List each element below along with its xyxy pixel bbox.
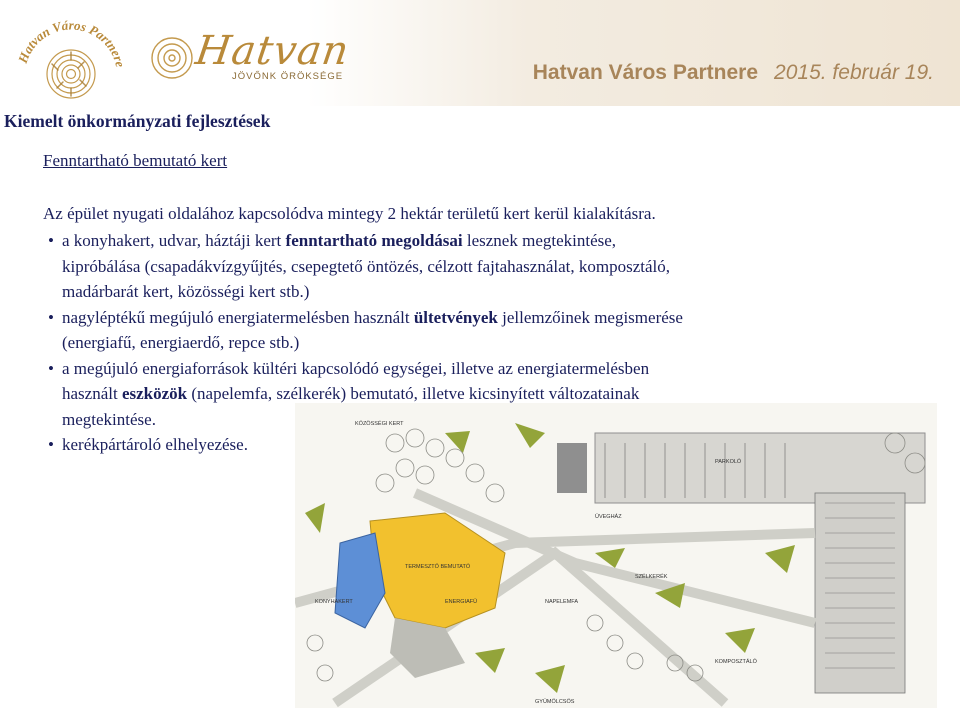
plan-label: KÖZÖSSÉGI KERT: [355, 421, 404, 427]
plan-label: ÜVEGHÁZ: [595, 514, 622, 520]
plan-label: SZÉLKERÉK: [635, 574, 668, 580]
intro-paragraph: Az épület nyugati oldalához kapcsolódva mintegy 2 hektár területű kert kerül kialakításra.: [43, 204, 656, 223]
plan-label: PARKOLÓ: [715, 459, 742, 465]
plan-label: TERMESZTŐ BEMUTATÓ: [405, 564, 471, 570]
plan-label: NAPELEMFA: [545, 599, 579, 605]
list-item: • kerékpártároló elhelyezése.: [48, 435, 248, 454]
site-plan-image: [295, 403, 937, 708]
plan-label: KOMPOSZTÁLÓ: [715, 659, 757, 665]
list-item: • nagyléptékű megújuló energiatermelésben használt ültetvények jellemzőinek megismerése (energiafű, energiaerdő, repce stb.): [48, 307, 683, 352]
sub-heading: Fenntartható bemutató kert: [43, 151, 228, 170]
section-heading: Kiemelt önkormányzati fejlesztések: [4, 111, 271, 131]
list-item: • a konyhakert, udvar, háztáji kert fenntartható megoldásai lesznek megtekintése, kipróbálása (csapadákvízgyűjtés, csepegtető öntözés, célzott fajtahasználat, komposztáló, madárbarát kert, közösségi kert stb.): [48, 231, 670, 301]
header-title-text: Hatvan Város Partnere: [532, 61, 759, 84]
header-band: [0, 0, 960, 106]
logo-arc-text: Hatvan Város Partnere: [14, 17, 129, 69]
logo-city-name: Hatvan: [192, 28, 353, 74]
plan-label: KONYHAKERT: [315, 599, 353, 605]
svg-text:Hatvan Város Partnere: [15, 18, 129, 69]
plan-label: ENERGIAFŰ: [445, 599, 478, 605]
list-item: • a megújuló energiaforrások kültéri kapcsolódó egységei, illetve az energiatermelésben használt eszközök (napelemfa, szélkerék) bemutató, illetve kicsinyített változatainak megtekintése.: [48, 358, 650, 429]
partner-logo: [12, 4, 130, 108]
plan-label: GYÜMÖLCSÖS: [535, 699, 575, 705]
header-title: [533, 61, 934, 85]
logo-tagline: JÖVŐNK ÖRÖKSÉGE: [232, 71, 344, 82]
header-date: 2015. február 19.: [774, 61, 934, 84]
